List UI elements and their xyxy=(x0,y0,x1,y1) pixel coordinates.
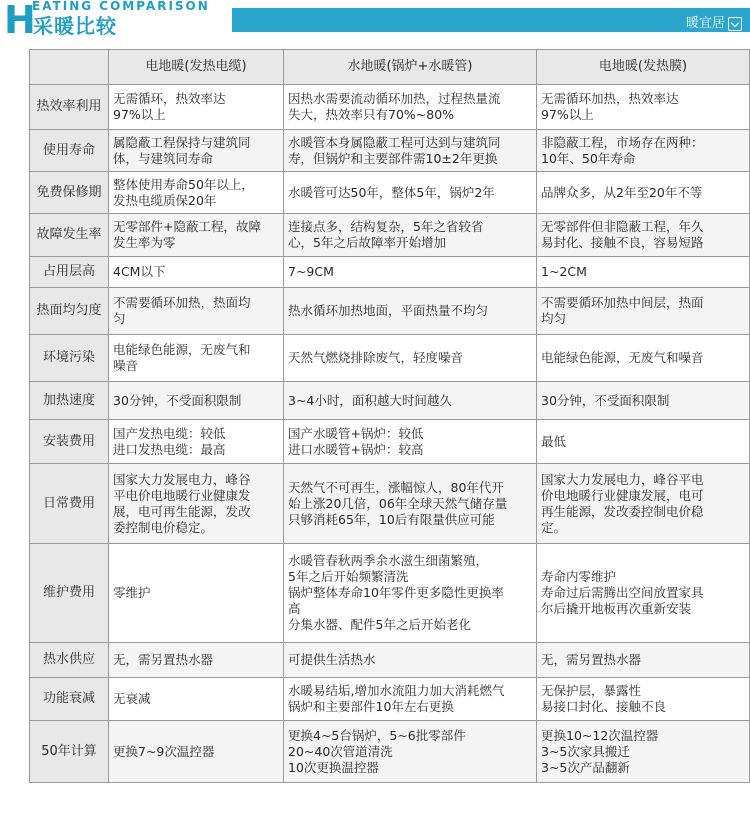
header-band xyxy=(232,8,750,32)
table-cell: 可提供生活热水 xyxy=(284,643,537,678)
table-cell: 天然气不可再生，涨幅惊人，80年代开 始上涨20几倍，06年全球天然气储存量 只够消耗65年，10后有限量供应可能 xyxy=(284,464,537,544)
table-cell: 国家大力发展电力，峰谷 平电价电地暖行业健康发 展，电可再生能源，发改 委控制电价稳定。 xyxy=(109,464,284,544)
table-row xyxy=(30,172,750,214)
logo-chinese-text: 采暖比较 xyxy=(33,14,117,38)
table-cell: 电能绿色能源，无废气和噪音 xyxy=(537,335,750,382)
table-cell: 水暖易结垢,增加水流阻力加大消耗燃气 锅炉和主要部件10年左右更换 xyxy=(284,678,537,721)
table-cell: 整体使用寿命50年以上， 发热电缆质保20年 xyxy=(109,172,284,214)
brand xyxy=(686,12,742,31)
page-header xyxy=(0,0,750,40)
column-header: 电地暖(发热膜) xyxy=(537,50,750,85)
table-cell: 热水循环加热地面，平面热量不均匀 xyxy=(284,288,537,335)
table-cell: 水暖管本身属隐蔽工程可达到与建筑同 寿，但锅炉和主要部件需10±2年更换 xyxy=(284,130,537,172)
table-cell: 寿命内零维护 寿命过后需腾出空间放置家具 尔后撬开地板再次重新安装 xyxy=(537,544,750,643)
row-label: 热面均匀度 xyxy=(30,288,109,335)
row-label: 日常费用 xyxy=(30,464,109,544)
table-cell: 不需要循环加热，热面均 匀 xyxy=(109,288,284,335)
table-cell: 无，需另置热水器 xyxy=(109,643,284,678)
row-label: 维护费用 xyxy=(30,544,109,643)
table-cell: 连接点多，结构复杂，5年之省较省 心，5年之后故障率开始增加 xyxy=(284,214,537,257)
table-cell: 4CM以下 xyxy=(109,257,284,288)
table-cell: 更换10~12次温控器 3~5次家具搬迁 3~5次产品翻新 xyxy=(537,721,750,783)
logo-letter: H xyxy=(4,0,36,42)
row-label: 安装费用 xyxy=(30,420,109,464)
table-cell: 无需循环加热，热效率达 97%以上 xyxy=(537,85,750,130)
table-cell: 30分钟，不受面积限制 xyxy=(537,382,750,420)
column-header: 水地暖(锅炉+水暖管) xyxy=(284,50,537,85)
table-row xyxy=(30,721,750,783)
table-cell: 最低 xyxy=(537,420,750,464)
table-cell: 电能绿色能源，无废气和 噪音 xyxy=(109,335,284,382)
table-row xyxy=(30,85,750,130)
table-cell: 因热水需要流动循环加热，过程热量流 失大，热效率只有70%~80% xyxy=(284,85,537,130)
table-cell: 国家大力发展电力，峰谷平电 价电地暖行业健康发展，电可 再生能源，发改委控制电价稳 定。 xyxy=(537,464,750,544)
table-cell: 无衰减 xyxy=(109,678,284,721)
table-row xyxy=(30,544,750,643)
table-row xyxy=(30,464,750,544)
table-cell: 国产水暖管+锅炉：较低 进口水暖管+锅炉：较高 xyxy=(284,420,537,464)
table-cell: 7~9CM xyxy=(284,257,537,288)
table-cell: 3~4小时，面积越大时间越久 xyxy=(284,382,537,420)
table-cell: 无保护层，暴露性 易接口封化、接触不良 xyxy=(537,678,750,721)
table-cell: 水暖管可达50年，整体5年，锅炉2年 xyxy=(284,172,537,214)
table-cell: 无零部件但非隐蔽工程，年久 易封化、接触不良，容易短路 xyxy=(537,214,750,257)
table-cell: 品牌众多，从2年至20年不等 xyxy=(537,172,750,214)
brand-name: 暖宜居 xyxy=(685,16,725,31)
column-header: 电地暖(发热电缆) xyxy=(109,50,284,85)
column-header xyxy=(30,50,109,85)
row-label: 加热速度 xyxy=(30,382,109,420)
check-icon xyxy=(728,17,742,31)
table-cell: 水暖管春秋两季余水滋生细菌繁殖， 5年之后开始频繁清洗 锅炉整体寿命10年零件更多隐性更换率 高 分集水器、配件5年之后开始老化 xyxy=(284,544,537,643)
row-label: 功能衰减 xyxy=(30,678,109,721)
row-label: 故障发生率 xyxy=(30,214,109,257)
logo-english-text: EATING COMPARISON xyxy=(32,0,210,13)
row-label: 免费保修期 xyxy=(30,172,109,214)
table-cell: 无，需另置热水器 xyxy=(537,643,750,678)
row-label: 50年计算 xyxy=(30,721,109,783)
table-row xyxy=(30,382,750,420)
table-cell: 30分钟，不受面积限制 xyxy=(109,382,284,420)
table-row xyxy=(30,643,750,678)
table-row xyxy=(30,420,750,464)
table-row xyxy=(30,257,750,288)
table-row xyxy=(30,678,750,721)
table-cell: 1~2CM xyxy=(537,257,750,288)
row-label: 占用层高 xyxy=(30,257,109,288)
row-label: 热效率利用 xyxy=(30,85,109,130)
row-label: 使用寿命 xyxy=(30,130,109,172)
table-row xyxy=(30,288,750,335)
comparison-table xyxy=(29,49,750,783)
table-cell: 不需要循环加热中间层，热面 均匀 xyxy=(537,288,750,335)
table-cell: 属隐蔽工程保持与建筑同 体，与建筑同寿命 xyxy=(109,130,284,172)
row-label: 环境污染 xyxy=(30,335,109,382)
table-cell: 无需循环，热效率达 97%以上 xyxy=(109,85,284,130)
table-cell: 更换7~9次温控器 xyxy=(109,721,284,783)
table-row xyxy=(30,335,750,382)
table-cell: 更换4~5台锅炉，5~6批零部件 20~40次管道清洗 10次更换温控器 xyxy=(284,721,537,783)
table-row xyxy=(30,214,750,257)
table-row xyxy=(30,130,750,172)
table-cell: 国产发热电缆：较低 进口发热电缆：最高 xyxy=(109,420,284,464)
table-cell: 无零部件+隐蔽工程，故障 发生率为零 xyxy=(109,214,284,257)
table-cell: 非隐蔽工程，市场存在两种： 10年、50年寿命 xyxy=(537,130,750,172)
table-cell: 天然气燃烧排除废气，轻度噪音 xyxy=(284,335,537,382)
row-label: 热水供应 xyxy=(30,643,109,678)
table-cell: 零维护 xyxy=(109,544,284,643)
table-header-row xyxy=(30,50,750,85)
